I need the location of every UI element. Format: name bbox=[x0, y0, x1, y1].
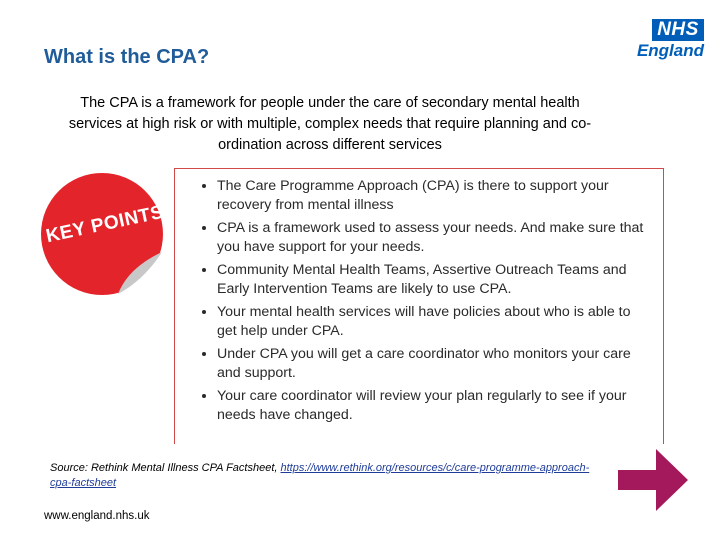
key-points-sticker bbox=[40, 172, 164, 296]
source-prefix: Source: Rethink Mental Illness CPA Factsheet, bbox=[50, 462, 281, 474]
footer-url: www.england.nhs.uk bbox=[44, 510, 150, 522]
key-point-item: • Your mental health services will have policies about who is able to get help under CPA. bbox=[217, 303, 649, 341]
key-point-item: • Community Mental Health Teams, Assertive Outreach Teams and Early Intervention Teams are likely to use CPA. bbox=[217, 261, 649, 299]
key-points-list bbox=[175, 169, 663, 425]
key-points-box bbox=[174, 168, 664, 444]
slide-title: What is the CPA? bbox=[44, 46, 210, 68]
key-point-item: • CPA is a framework used to assess your needs. And make sure that you have support for your needs. bbox=[217, 219, 649, 257]
nhs-logo-region: England bbox=[636, 41, 704, 60]
arrow-right-icon[interactable] bbox=[618, 447, 690, 513]
nhs-logo-mark: NHS bbox=[652, 19, 704, 41]
source-citation bbox=[50, 461, 610, 491]
source-link[interactable]: https://www.rethink.org/resources/c/care-programme-approach-cpa-factsheet bbox=[50, 462, 590, 489]
key-point-item: • Your care coordinator will review your plan regularly to see if your needs have changed. bbox=[217, 387, 649, 425]
key-point-item: • The Care Programme Approach (CPA) is there to support your recovery from mental illness bbox=[217, 177, 649, 215]
intro-text: The CPA is a framework for people under the care of secondary mental health services at high risk or with multiple, complex needs that require planning and co-ordination across different services bbox=[68, 95, 592, 153]
sticker-label: KEY POINTS bbox=[44, 201, 166, 248]
nhs-england-logo bbox=[636, 19, 704, 65]
key-point-item: • Under CPA you will get a care coordinator who monitors your care and support. bbox=[217, 345, 649, 383]
